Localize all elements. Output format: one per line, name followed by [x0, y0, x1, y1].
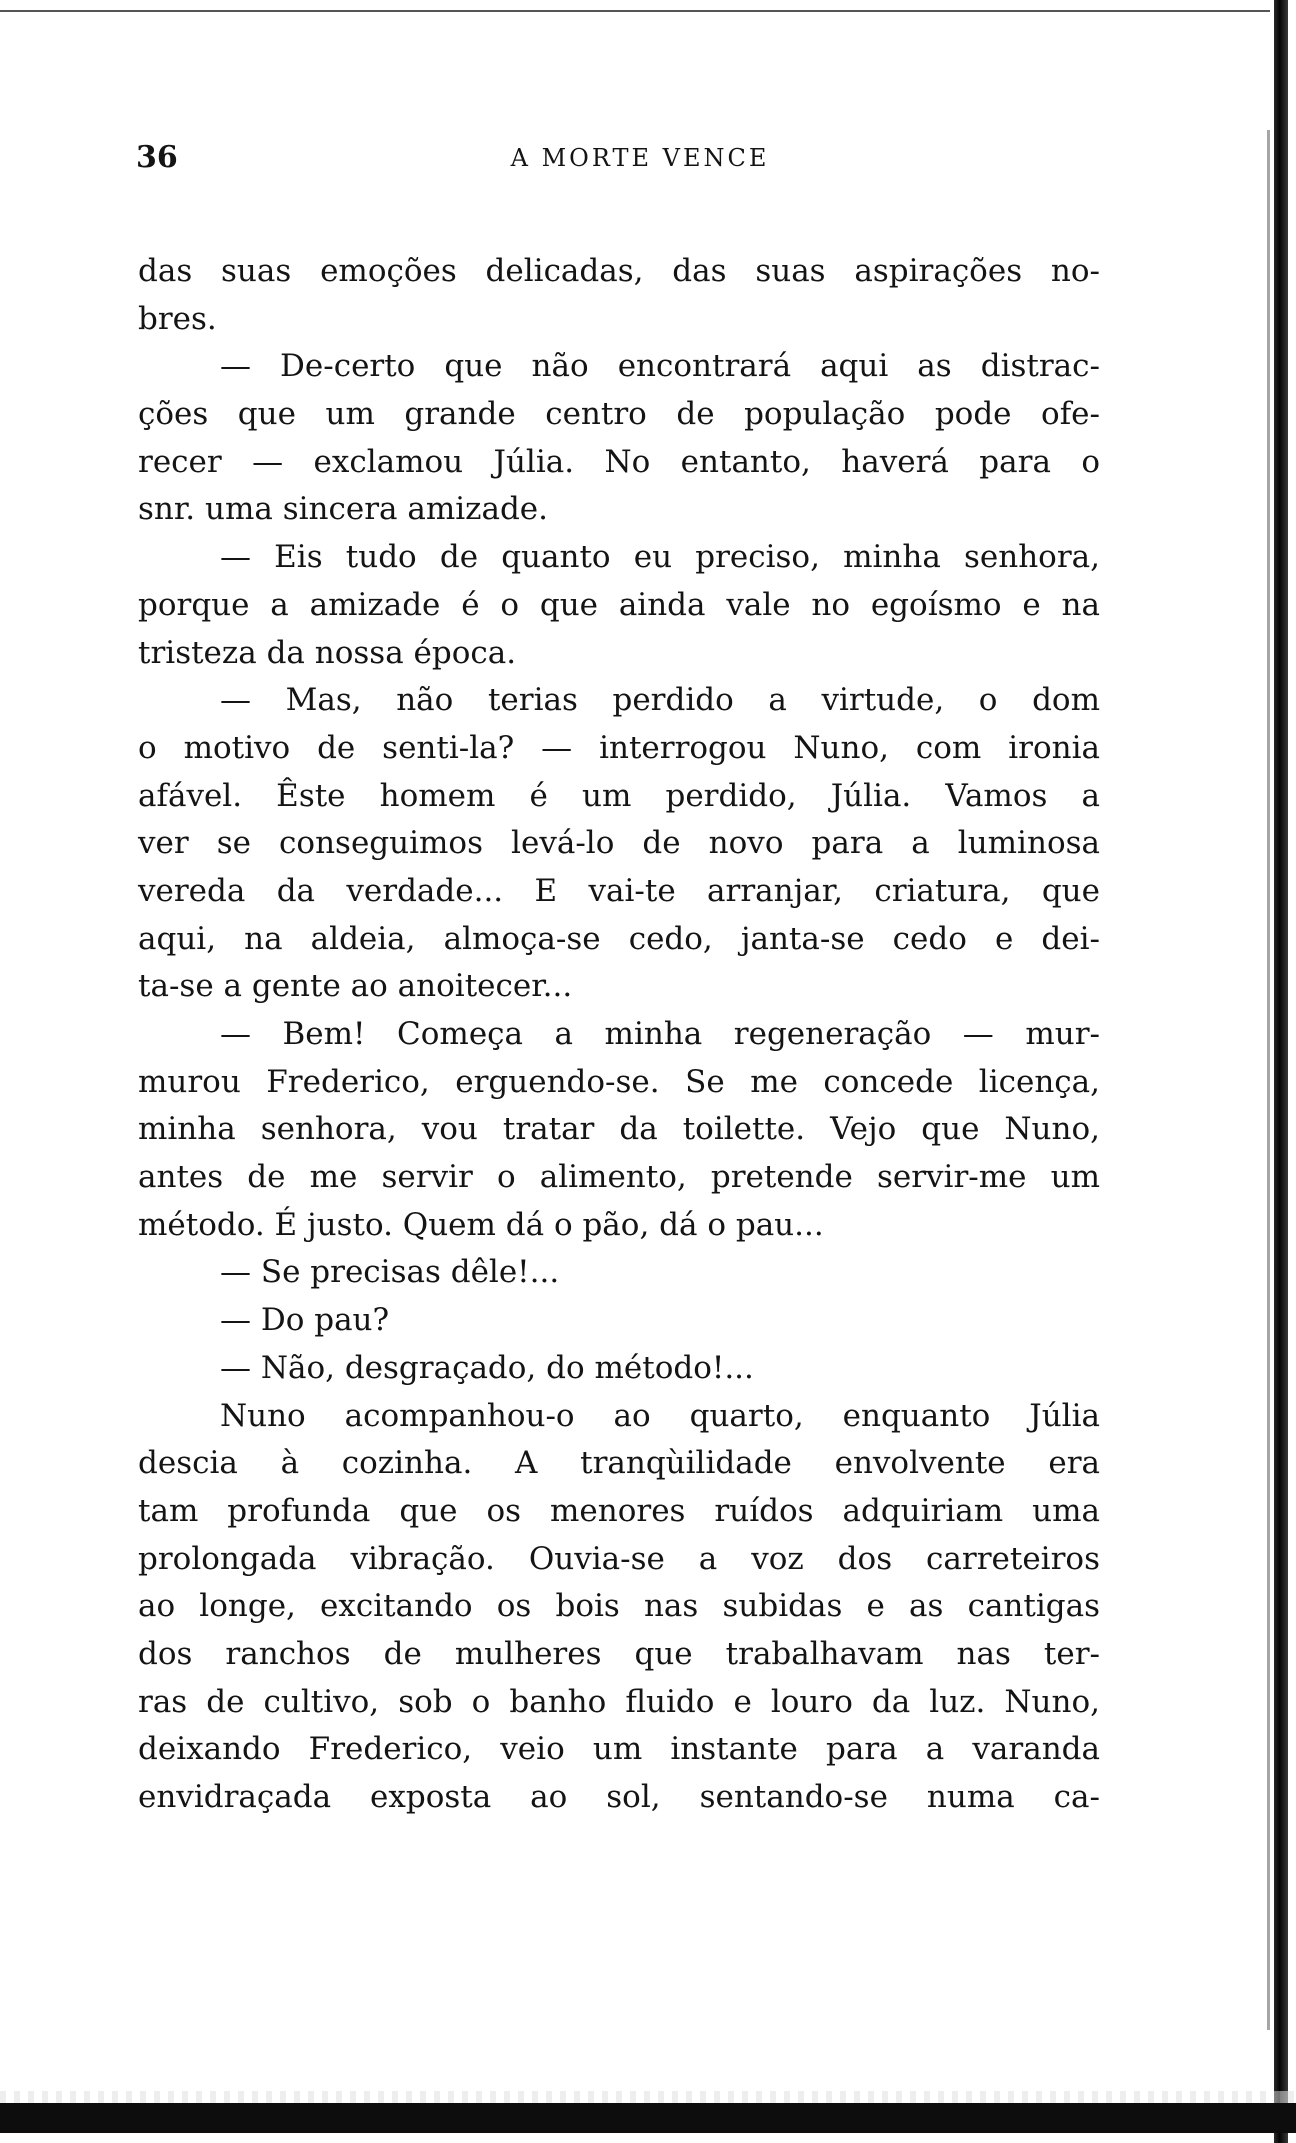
text-line: o motivo de senti-la? — interrogou Nuno, com ironia — [138, 729, 1100, 766]
text-line: murou Frederico, erguendo-se. Se me concede licença, — [138, 1063, 1100, 1100]
text-line: afável. Êste homem é um perdido, Júlia. Vamos a — [138, 777, 1100, 814]
text-line: bres. — [138, 300, 217, 337]
text-line: aqui, na aldeia, almoça-se cedo, janta-se cedo e dei- — [138, 920, 1100, 957]
text-line: recer — exclamou Júlia. No entanto, haverá para o — [138, 443, 1100, 480]
text-line: envidraçada exposta ao sol, sentando-se numa ca- — [138, 1779, 1100, 1815]
running-title: A MORTE VENCE — [510, 144, 770, 172]
text-line: deixando Frederico, veio um instante para a varanda — [138, 1731, 1100, 1768]
text-line: ver se conseguimos levá-lo de novo para a luminosa — [138, 825, 1100, 862]
text-line: ras de cultivo, sob o banho fluido e louro da luz. Nuno, — [138, 1683, 1100, 1720]
text-line: — Do pau? — [220, 1302, 390, 1339]
text-line: tam profunda que os menores ruídos adquiriam uma — [138, 1492, 1100, 1529]
text-line: — Se precisas dêle!... — [220, 1254, 560, 1291]
text-line: porque a amizade é o que ainda vale no egoísmo e na — [138, 586, 1100, 623]
text-line: ao longe, excitando os bois nas subidas e as cantigas — [138, 1588, 1100, 1625]
text-line: snr. uma sincera amizade. — [138, 491, 548, 528]
text-line: vereda da verdade... E vai-te arranjar, criatura, que — [138, 872, 1100, 909]
text-line: — Não, desgraçado, do método!... — [220, 1349, 754, 1386]
page-edge-shadow — [1274, 0, 1288, 2143]
text-line: — Bem! Começa a minha regeneração — mur- — [220, 1016, 1100, 1052]
page-header — [130, 140, 1110, 184]
scan-noise-strip — [0, 2091, 1296, 2103]
page-edge-line — [1267, 130, 1270, 2030]
text-line: descia à cozinha. A tranqùilidade envolvente era — [138, 1445, 1100, 1482]
bottom-edge-shadow — [0, 2103, 1296, 2133]
text-line: ções que um grande centro de população pode ofe- — [138, 396, 1100, 433]
text-line: método. É justo. Quem dá o pão, dá o pau... — [138, 1206, 824, 1243]
top-rule — [0, 10, 1270, 12]
text-line: tristeza da nossa época. — [138, 634, 517, 671]
body-text — [138, 248, 1100, 1822]
page-number: 36 — [136, 140, 178, 175]
text-line: prolongada vibração. Ouvia-se a voz dos carreteiros — [138, 1540, 1100, 1577]
text-line: dos ranchos de mulheres que trabalhavam nas ter- — [138, 1635, 1100, 1672]
text-line: — Mas, não terias perdido a virtude, o dom — [220, 682, 1100, 719]
text-line: minha senhora, vou tratar da toilette. Vejo que Nuno, — [138, 1111, 1100, 1148]
text-line: das suas emoções delicadas, das suas aspirações no- — [138, 253, 1100, 289]
text-line: antes de me servir o alimento, pretende servir-me um — [138, 1159, 1100, 1196]
text-line: ta-se a gente ao anoitecer... — [138, 968, 573, 1005]
text-line: Nuno acompanhou-o ao quarto, enquanto Júlia — [220, 1397, 1100, 1434]
text-line: — Eis tudo de quanto eu preciso, minha senhora, — [220, 539, 1100, 576]
text-line: — De-certo que não encontrará aqui as distrac- — [220, 348, 1100, 385]
